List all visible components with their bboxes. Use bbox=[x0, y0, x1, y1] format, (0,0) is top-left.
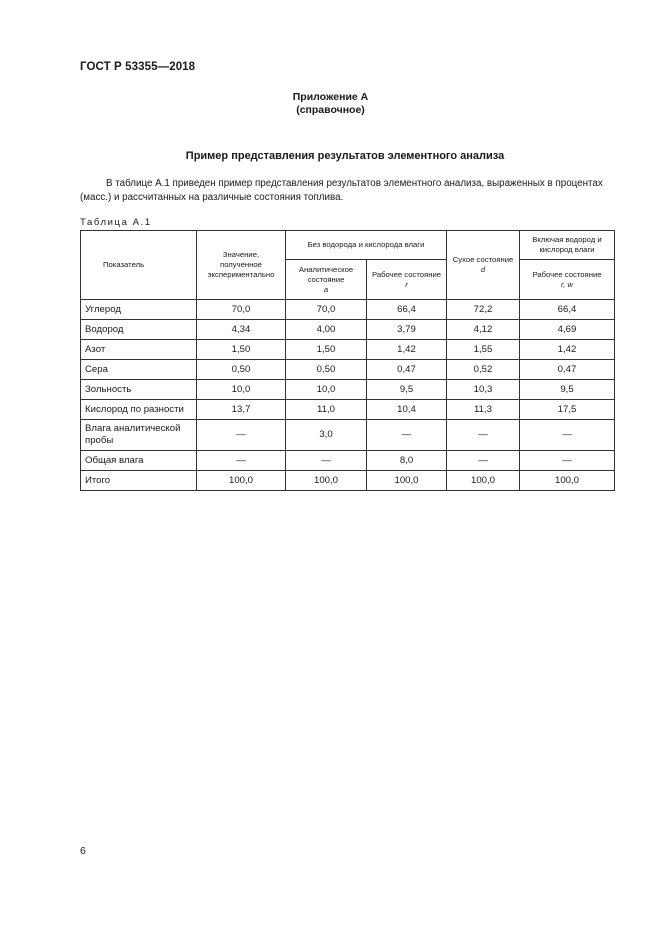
cell-value: — bbox=[197, 451, 286, 471]
cell-value: 3,0 bbox=[286, 420, 367, 451]
row-name: Углерод bbox=[81, 300, 197, 320]
table-row bbox=[81, 420, 615, 451]
table-row bbox=[81, 400, 615, 420]
cell-value: 1,42 bbox=[520, 340, 615, 360]
document-code: ГОСТ Р 53355—2018 bbox=[80, 61, 196, 73]
cell-value: — bbox=[520, 451, 615, 471]
row-name: Итого bbox=[81, 471, 197, 491]
row-name: Сера bbox=[81, 360, 197, 380]
header-with-hw: Включая водород и кислород влаги bbox=[520, 231, 615, 260]
cell-value: 1,55 bbox=[447, 340, 520, 360]
cell-value: 1,42 bbox=[367, 340, 447, 360]
table-row bbox=[81, 300, 615, 320]
header-working-2 bbox=[520, 260, 615, 300]
header-working-2-label: Рабочее состояние bbox=[532, 269, 602, 279]
cell-value: 0,50 bbox=[197, 360, 286, 380]
cell-value: — bbox=[520, 420, 615, 451]
cell-value: 3,79 bbox=[367, 320, 447, 340]
table-row bbox=[81, 471, 615, 491]
cell-value: 72,2 bbox=[447, 300, 520, 320]
cell-value: 8,0 bbox=[367, 451, 447, 471]
header-dry bbox=[447, 231, 520, 300]
cell-value: 66,4 bbox=[520, 300, 615, 320]
header-without-hw: Без водорода и кислорода влаги bbox=[286, 231, 447, 260]
header-working bbox=[367, 260, 447, 300]
row-name: Зольность bbox=[81, 380, 197, 400]
row-name: Кислород по разности bbox=[81, 400, 197, 420]
header-analytical-label: Аналитическое состояние bbox=[298, 264, 354, 284]
annex-heading bbox=[0, 91, 661, 117]
cell-value: 0,52 bbox=[447, 360, 520, 380]
header-experimental: Значение, полученное экспериментально bbox=[197, 231, 286, 300]
cell-value: 0,47 bbox=[520, 360, 615, 380]
cell-value: 100,0 bbox=[367, 471, 447, 491]
cell-value: 1,50 bbox=[197, 340, 286, 360]
cell-value: 4,69 bbox=[520, 320, 615, 340]
intro-line-1: В таблице А.1 приведен пример представления результатов элементного анализа, выраженных в процентах bbox=[106, 178, 603, 189]
cell-value: — bbox=[447, 420, 520, 451]
cell-value: 100,0 bbox=[520, 471, 615, 491]
cell-value: 11,3 bbox=[447, 400, 520, 420]
cell-value: 4,34 bbox=[197, 320, 286, 340]
cell-value: 10,0 bbox=[197, 380, 286, 400]
cell-value: 13,7 bbox=[197, 400, 286, 420]
header-analytical-symbol: a bbox=[323, 284, 329, 294]
cell-value: — bbox=[447, 451, 520, 471]
cell-value: 10,4 bbox=[367, 400, 447, 420]
cell-value: 17,5 bbox=[520, 400, 615, 420]
table-row bbox=[81, 360, 615, 380]
header-indicator: Показатель bbox=[81, 231, 197, 300]
cell-value: 4,12 bbox=[447, 320, 520, 340]
cell-value: 10,0 bbox=[286, 380, 367, 400]
table-row bbox=[81, 451, 615, 471]
cell-value: 9,5 bbox=[367, 380, 447, 400]
cell-value: — bbox=[286, 451, 367, 471]
cell-value: 100,0 bbox=[197, 471, 286, 491]
row-name: Азот bbox=[81, 340, 197, 360]
annex-subtitle: (справочное) bbox=[296, 104, 365, 116]
header-dry-label: Сухое состояние bbox=[452, 255, 514, 264]
cell-value: 1,50 bbox=[286, 340, 367, 360]
cell-value: 70,0 bbox=[197, 300, 286, 320]
table-row bbox=[81, 320, 615, 340]
cell-value: 100,0 bbox=[286, 471, 367, 491]
section-title: Пример представления результатов элементного анализа bbox=[185, 150, 505, 162]
cell-value: 66,4 bbox=[367, 300, 447, 320]
cell-value: — bbox=[367, 420, 447, 451]
intro-line-2: (масс.) и рассчитанных на различные состояния топлива. bbox=[80, 191, 344, 203]
results-table bbox=[80, 230, 615, 491]
cell-value: 70,0 bbox=[286, 300, 367, 320]
cell-value: 4,00 bbox=[286, 320, 367, 340]
cell-value: 10,3 bbox=[447, 380, 520, 400]
header-dry-symbol: d bbox=[480, 265, 486, 274]
page-number: 6 bbox=[80, 845, 86, 857]
cell-value: 9,5 bbox=[520, 380, 615, 400]
intro-paragraph bbox=[80, 177, 614, 204]
cell-value: — bbox=[197, 420, 286, 451]
table-row bbox=[81, 340, 615, 360]
cell-value: 0,47 bbox=[367, 360, 447, 380]
cell-value: 100,0 bbox=[447, 471, 520, 491]
header-working-symbol: r bbox=[405, 279, 408, 289]
table-caption: Таблица А.1 bbox=[80, 217, 152, 228]
cell-value: 11,0 bbox=[286, 400, 367, 420]
annex-title: Приложение А bbox=[292, 91, 369, 103]
header-working-label: Рабочее состояние bbox=[371, 269, 442, 279]
cell-value: 0,50 bbox=[286, 360, 367, 380]
table-row bbox=[81, 380, 615, 400]
row-name: Влага аналитической пробы bbox=[81, 420, 197, 451]
header-analytical bbox=[286, 260, 367, 300]
header-working-2-symbol: r, w bbox=[561, 279, 573, 289]
row-name: Общая влага bbox=[81, 451, 197, 471]
row-name: Водород bbox=[81, 320, 197, 340]
